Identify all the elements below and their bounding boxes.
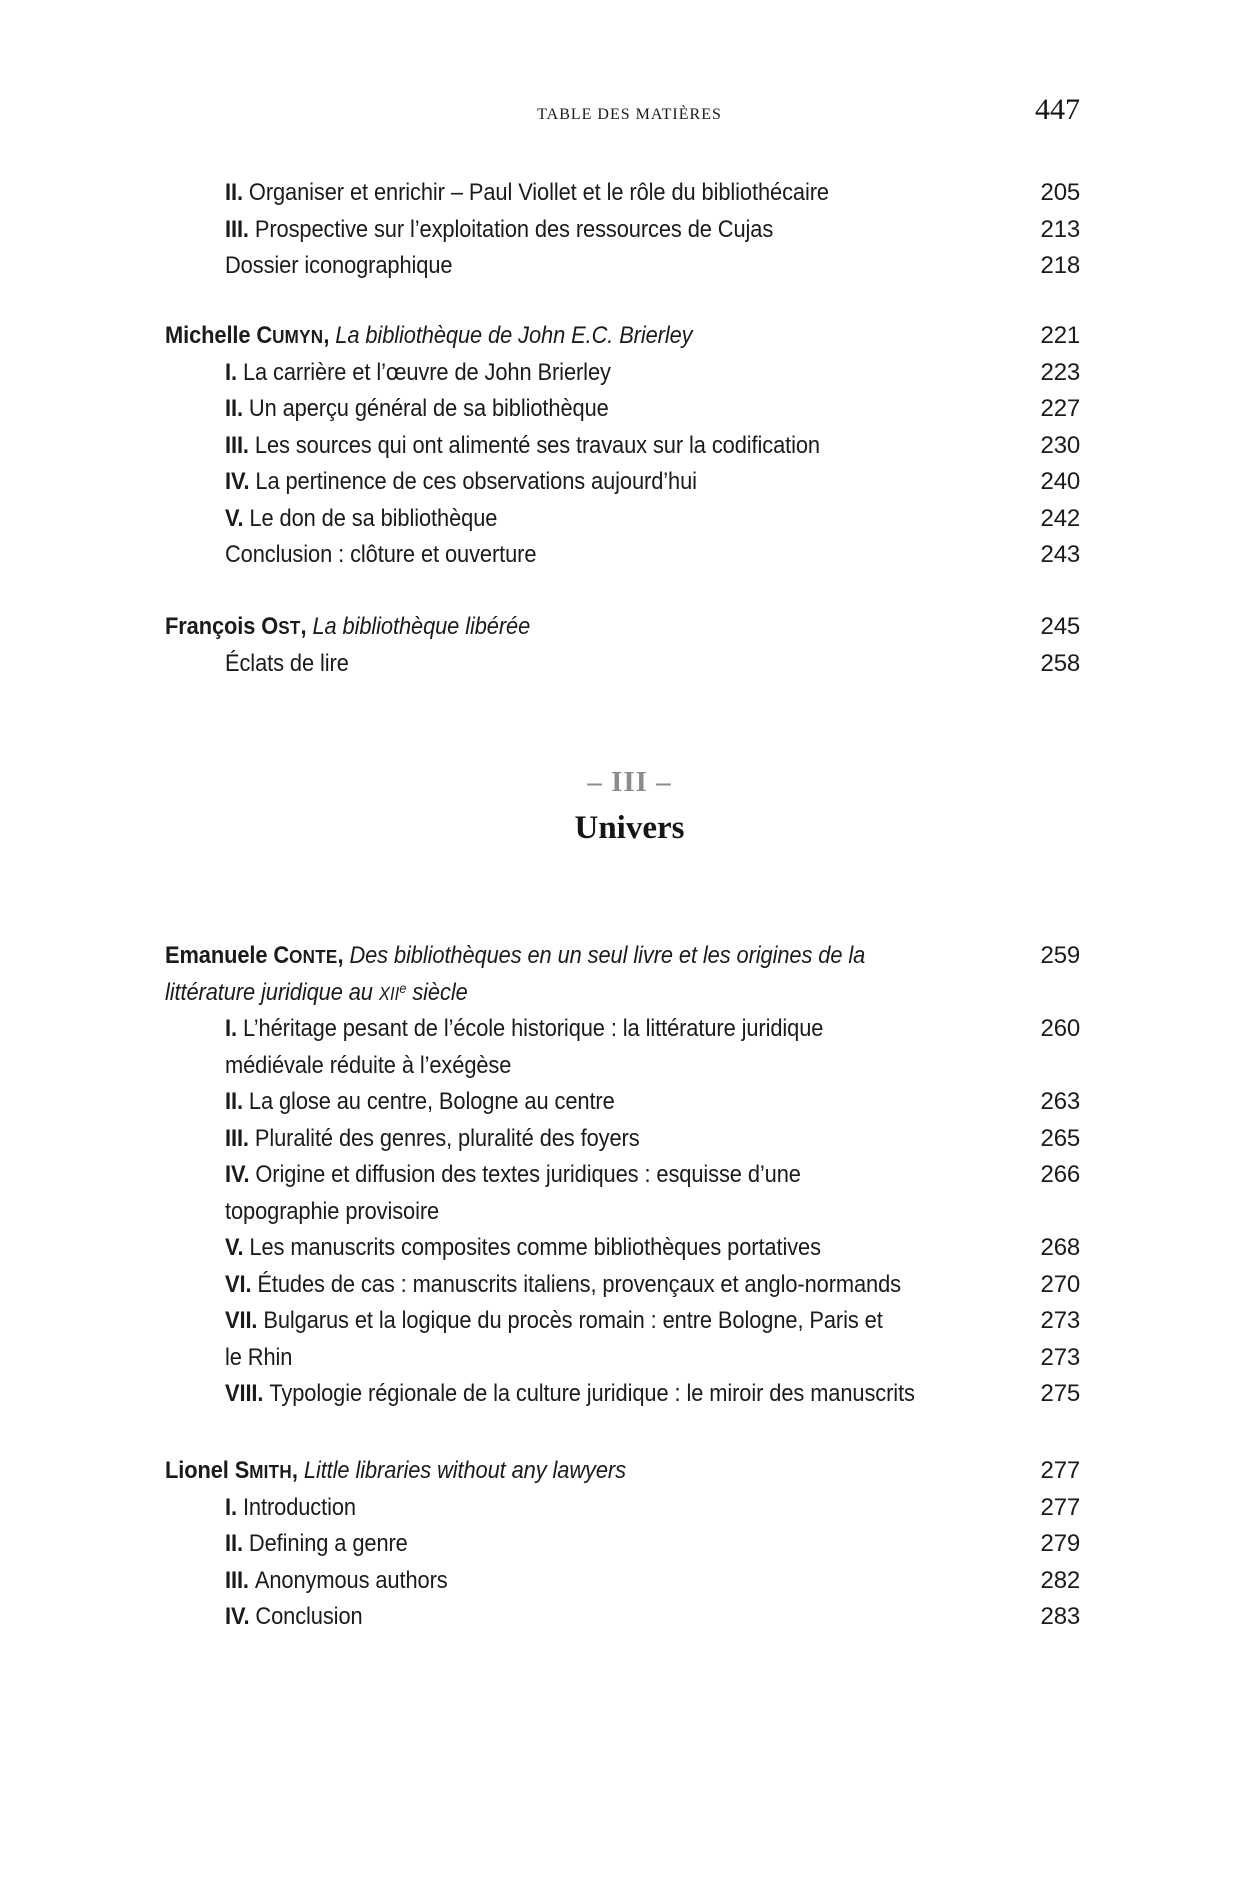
entry-text-segment: II. [225,1530,249,1558]
page-number: 205 [1040,179,1080,207]
toc-entry-row [0,1303,1259,1340]
entry-text-segment: IV. [225,1603,256,1631]
entry-text-segment: III. [225,1566,255,1594]
toc-entry-row [0,646,1259,683]
page-number: 266 [1040,1161,1080,1189]
entry-text [225,1494,356,1522]
entry-text-segment: VII. [225,1307,264,1335]
entry-text-segment: I. [225,358,243,386]
author-surname-smallcaps: SMITH [234,1457,292,1485]
entry-text-segment: le Rhin [225,1343,293,1371]
entry-text-segment: XII [378,983,400,1004]
entry-text-segment: Defining a genre [248,1530,408,1558]
entry-text-segment: Organiser et enrichir – Paul Viollet et le rôle du bibliothécaire [248,179,829,207]
entry-text [165,322,693,350]
entry-text [225,541,536,569]
entry-text [165,942,865,970]
entry-text-segment: III. [225,215,255,243]
toc-entry-row [0,1376,1259,1413]
toc-entry-author-row [0,1453,1259,1490]
section-title: Univers [574,810,685,846]
toc-entry-row [0,1340,1259,1377]
page-number: 263 [1040,1088,1080,1116]
entry-text-segment: Prospective sur l’exploitation des ressources de Cujas [254,215,774,243]
section-numeral: – III – [587,766,672,798]
toc-entry-row [0,1230,1259,1267]
page-number: 227 [1040,395,1080,423]
entry-text-segment: Les manuscrits composites comme bibliothèques portatives [249,1234,821,1262]
toc-entry-row [0,537,1259,574]
entry-text [225,1567,448,1595]
page-number: 259 [1040,942,1080,970]
entry-text-segment: Des bibliothèques en un seul livre et les origines de la [349,942,866,970]
folio-page-number: 447 [1035,93,1080,126]
toc-entry-author-row [0,609,1259,646]
toc-entry-row [0,248,1259,285]
entry-text-segment: siècle [406,978,468,1006]
entry-text [225,359,611,387]
entry-text-segment: , [291,1457,304,1485]
entry-text-segment: III. [225,431,255,459]
page-number: 279 [1040,1530,1080,1558]
page-number: 277 [1040,1493,1080,1521]
entry-text-segment: IV. [225,1161,256,1189]
toc-entry-author-row [0,318,1259,355]
entry-text [225,395,609,423]
entry-text-segment: Origine et diffusion des textes juridiques : esquisse d’une [255,1161,801,1189]
page-number: 265 [1040,1124,1080,1152]
entry-text-segment: III. [225,1124,255,1152]
entry-text [225,1125,640,1153]
page-number: 245 [1040,613,1080,641]
entry-text [225,252,452,280]
toc-entry-row [0,1526,1259,1563]
page-number: 221 [1040,322,1080,350]
entry-text-segment: topographie provisoire [225,1197,440,1225]
toc-entry-row [0,1121,1259,1158]
toc-entry-row [0,175,1259,212]
entry-text-segment: Le don de sa bibliothèque [249,504,498,532]
entry-text [225,505,497,533]
entry-text-segment: Emanuele [165,942,274,970]
toc-entry-row [0,1490,1259,1527]
entry-text-segment: Lionel [165,1457,235,1485]
entry-text [225,1088,615,1116]
page-number: 283 [1040,1603,1080,1631]
toc-entry-author-row [0,975,1259,1012]
page-number: 230 [1040,431,1080,459]
page-number: 273 [1040,1343,1080,1371]
entry-text [225,1052,511,1080]
entry-text [225,650,349,678]
toc-block [0,609,1259,682]
entry-text-segment: V. [225,1234,250,1262]
entry-text-segment: Michelle [165,322,257,350]
page-number: 270 [1040,1270,1080,1298]
entry-text [225,468,697,496]
entry-text-segment: François [165,613,262,641]
entry-text [225,1603,363,1631]
entry-text-segment: La pertinence de ces observations aujourd’hui [255,468,697,496]
running-title: TABLE DES MATIÈRES [537,106,722,123]
author-surname-smallcaps: OST [261,613,301,641]
entry-text-segment: Éclats de lire [225,649,349,677]
toc-entry-row [0,428,1259,465]
toc-entry-author-row [0,938,1259,975]
entry-text-segment: La carrière et l’œuvre de John Brierley [242,358,611,386]
entry-text-segment: Conclusion [255,1603,363,1631]
page-number: 273 [1040,1307,1080,1335]
toc-entry-row [0,1563,1259,1600]
entry-text [225,1198,439,1226]
toc-block [0,1453,1259,1636]
entry-text-segment: IV. [225,468,256,496]
toc-entry-row [0,1011,1259,1048]
entry-text-segment: , [300,613,313,641]
page-number: 240 [1040,468,1080,496]
toc-entry-row [0,391,1259,428]
entry-text-segment: II. [225,1088,249,1116]
author-surname-smallcaps: CONTE [273,942,338,970]
page-number: 277 [1040,1457,1080,1485]
toc-entry-row [0,1157,1259,1194]
entry-text-segment: , [337,942,350,970]
toc-entry-row [0,1267,1259,1304]
entry-text-segment: La glose au centre, Bologne au centre [248,1088,615,1116]
entry-text-segment: Conclusion : clôture et ouverture [225,541,537,569]
entry-text-segment: Dossier iconographique [225,252,453,280]
entry-text-segment: Introduction [242,1493,356,1521]
entry-text-segment: e [399,979,407,996]
entry-text-segment: Bulgarus et la logique du procès romain : entre Bologne, Paris et [263,1307,883,1335]
entry-text-segment: Études de cas : manuscrits italiens, provençaux et anglo-normands [257,1270,901,1298]
toc-entry-row [0,355,1259,392]
entry-text-segment: médiévale réduite à l’exégèse [225,1051,512,1079]
entry-text [225,1161,801,1189]
author-surname-smallcaps: CUMYN [256,322,324,350]
entry-text [225,179,829,207]
entry-text-segment: V. [225,504,250,532]
entry-text [225,1344,292,1372]
entry-text-segment: L’héritage pesant de l’école historique : la littérature juridique [242,1015,824,1043]
entry-text [225,1380,915,1408]
entry-text-segment: Pluralité des genres, pluralité des foyers [254,1124,640,1152]
page-number: 213 [1040,215,1080,243]
page-number: 218 [1040,252,1080,280]
entry-text-segment: , [323,322,336,350]
page-number: 258 [1040,649,1080,677]
entry-text [165,1457,626,1485]
entry-text [225,1307,883,1335]
entry-text-segment: I. [225,1493,243,1521]
toc-entry-row [0,1084,1259,1121]
entry-text [225,1015,823,1043]
toc-entry-row [0,464,1259,501]
entry-text-segment: La bibliothèque libérée [312,613,531,641]
entry-text-segment: Un aperçu général de sa bibliothèque [248,395,609,423]
page-number: 268 [1040,1234,1080,1262]
toc-block [0,938,1259,1413]
entry-text [225,1234,821,1262]
page-number: 260 [1040,1015,1080,1043]
toc-entry-row [0,212,1259,249]
entry-text-segment: II. [225,179,249,207]
entry-text-segment: Typologie régionale de la culture juridique : le miroir des manuscrits [269,1380,915,1408]
entry-text-segment: II. [225,395,249,423]
toc-block [0,175,1259,285]
entry-text-segment: La bibliothèque de John E.C. Brierley [335,322,693,350]
entry-text-segment: littérature juridique au [165,978,379,1006]
entry-text [225,1530,408,1558]
toc-entry-row [0,1194,1259,1231]
entry-text-segment: VIII. [225,1380,270,1408]
entry-text [165,613,530,641]
entry-text [225,216,773,244]
table-of-contents [0,175,1259,1636]
toc-entry-row [0,501,1259,538]
page-number: 223 [1040,358,1080,386]
toc-entry-row [0,1599,1259,1636]
page-number: 282 [1040,1566,1080,1594]
entry-text [225,1271,901,1299]
toc-block [0,318,1259,574]
entry-text-segment: I. [225,1015,243,1043]
entry-text-segment: VI. [225,1270,258,1298]
entry-text-segment: Les sources qui ont alimenté ses travaux sur la codification [254,431,820,459]
entry-text-segment: Little libraries without any lawyers [303,1457,626,1485]
page-number: 242 [1040,504,1080,532]
page-number: 275 [1040,1380,1080,1408]
toc-entry-row [0,1048,1259,1085]
page-number: 243 [1040,541,1080,569]
entry-text [225,432,820,460]
entry-text [165,979,468,1007]
entry-text-segment: Anonymous authors [254,1566,448,1594]
